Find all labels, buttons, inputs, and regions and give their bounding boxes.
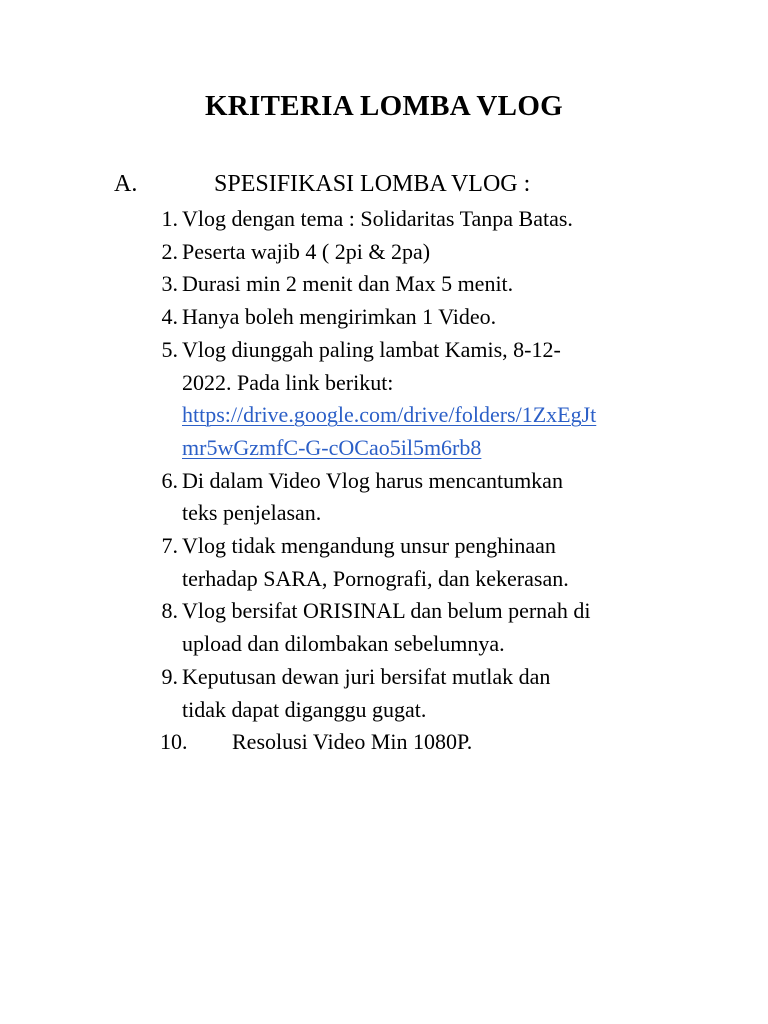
item-text: Vlog dengan tema : Solidaritas Tanpa Batas. — [182, 206, 573, 231]
document-title: KRITERIA LOMBA VLOG — [204, 90, 564, 122]
item-number: 2. — [161, 238, 178, 264]
item-number: 8. — [161, 598, 178, 624]
list-item — [0, 301, 672, 334]
item-text: Keputusan dewan juri bersifat mutlak dan — [182, 663, 551, 689]
item-text: Resolusi Video Min 1080P. — [232, 729, 473, 755]
item-number: 4. — [161, 304, 178, 330]
list-item — [0, 268, 672, 301]
item-number: 7. — [161, 533, 178, 559]
item-number: 5. — [161, 336, 178, 362]
item-text: terhadap SARA, Pornografi, dan kekerasan. — [182, 565, 569, 591]
item-text: Vlog bersifat ORISINAL dan belum pernah di — [182, 598, 591, 624]
list-item — [0, 203, 672, 236]
list-item — [0, 595, 672, 660]
item-text: Vlog diunggah paling lambat Kamis, 8-12- — [182, 336, 561, 362]
item-text: Hanya boleh mengirimkan 1 Video. — [182, 304, 497, 330]
list-item — [0, 465, 672, 530]
item-text: Di dalam Video Vlog harus mencantumkan — [182, 467, 563, 493]
drive-link-continued[interactable]: mr5wGzmfC-G-cOCao5il5m6rb8 — [182, 434, 482, 460]
item-text: 2022. Pada link berikut: — [182, 369, 394, 395]
list-item — [0, 726, 672, 759]
item-number: 10. — [160, 729, 188, 755]
item-number: 3. — [161, 271, 178, 297]
drive-link[interactable]: https://drive.google.com/drive/folders/1ZxEgJt — [182, 402, 597, 428]
list-item — [0, 661, 672, 726]
item-text: Peserta wajib 4 ( 2pi & 2pa) — [182, 238, 431, 264]
list-item — [0, 236, 672, 269]
item-text: upload dan dilombakan sebelumnya. — [182, 631, 505, 657]
item-text: Vlog tidak mengandung unsur penghinaan — [182, 533, 556, 559]
item-text: Durasi min 2 menit dan Max 5 menit. — [182, 271, 514, 297]
list-item — [0, 530, 672, 595]
item-number: 9. — [161, 663, 178, 689]
section-marker: A. — [114, 171, 138, 197]
item-text: tidak dapat diganggu gugat. — [182, 696, 427, 722]
item-number: 1. — [161, 206, 178, 231]
item-number: 6. — [161, 467, 178, 493]
criteria-list — [0, 203, 768, 759]
list-item — [0, 334, 672, 465]
section-heading: SPESIFIKASI LOMBA VLOG : — [214, 171, 531, 197]
item-text: teks penjelasan. — [182, 500, 322, 526]
